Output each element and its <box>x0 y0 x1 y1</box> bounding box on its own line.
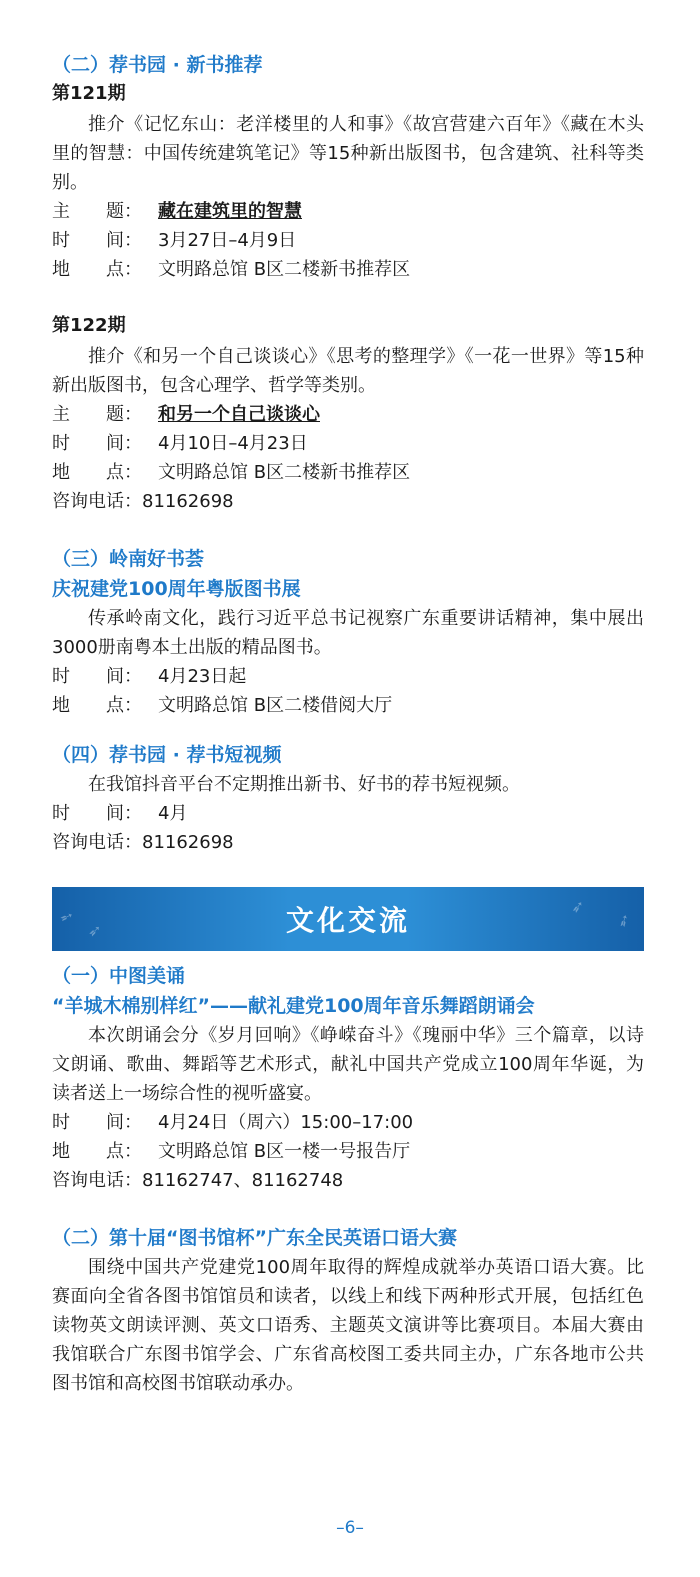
page-number: –6– <box>336 1518 364 1538</box>
issue-121-heading: 第121期 <box>52 83 126 104</box>
issue-122-description: 推介《和另一个自己谈谈心》《思考的整理学》《一花一世界》等15种新出版图书，包含心理学、哲学等类别。 <box>52 346 644 396</box>
theme-label: 主 题： <box>52 404 142 425</box>
lingnan-place-row <box>52 691 644 720</box>
recitation-time-row <box>52 1108 644 1137</box>
issue-122-time-row <box>52 429 644 458</box>
lingnan-place: 文明路总馆 B区二楼借阅大厅 <box>158 695 393 716</box>
recitation-time: 4月24日（周六）15:00–17:00 <box>158 1112 414 1133</box>
time-label: 时 间： <box>52 803 142 824</box>
phone-label: 咨询电话： <box>52 491 142 512</box>
short-video-time-row <box>52 799 644 828</box>
time-label: 时 间： <box>52 1112 142 1133</box>
lingnan-subtitle: 庆祝建党100周年粤版图书展 <box>52 578 301 600</box>
fish-icon: ➶ <box>88 921 102 940</box>
issue-121-description: 推介《记忆东山：老洋楼里的人和事》《故宫营建六百年》《藏在木头里的智慧：中国传统建筑笔记》等15种新出版图书，包含建筑、社科等类别。 <box>52 114 644 193</box>
culture-exchange-banner <box>52 887 644 951</box>
lingnan-time-row <box>52 662 644 691</box>
phone-label: 咨询电话： <box>52 832 142 853</box>
issue-122-place-row <box>52 458 644 487</box>
fish-icon: ➶ <box>612 908 634 933</box>
recitation-place: 文明路总馆 B区一楼一号报告厅 <box>158 1141 411 1162</box>
issue-122-theme-row <box>52 400 644 429</box>
issue-122-time: 4月10日–4月23日 <box>158 433 308 454</box>
english-contest-description: 围绕中国共产党建党100周年取得的辉煌成就举办英语口语大赛。比赛面向全省各图书馆馆员和读者，以线上和线下两种形式开展，包括红色读物英文朗读评测、英文口语秀、主题英文演讲等比赛项目。本届大赛由我馆联合广东图书馆学会、广东省高校图工委共同主办，广东各地市公共图书馆和高校图书馆联动承办。 <box>52 1257 644 1394</box>
issue-121-place-row <box>52 255 644 284</box>
short-video-time: 4月 <box>158 803 188 824</box>
recitation-phone-row <box>52 1166 644 1195</box>
issue-122-heading: 第122期 <box>52 315 126 336</box>
issue-121-time-row <box>52 226 644 255</box>
time-label: 时 间： <box>52 230 142 251</box>
issue-122-place: 文明路总馆 B区二楼新书推荐区 <box>158 462 411 483</box>
recitation-description: 本次朗诵会分《岁月回响》《峥嵘奋斗》《瑰丽中华》三个篇章，以诗文朗诵、歌曲、舞蹈等艺术形式，献礼中国共产党成立100周年华诞，为读者送上一场综合性的视听盛宴。 <box>52 1025 644 1104</box>
time-label: 时 间： <box>52 666 142 687</box>
page-content <box>52 50 644 1398</box>
banner-title: 文化交流 <box>285 904 410 937</box>
section-heading-new-books: （二）荐书园 · 新书推荐 <box>52 54 263 76</box>
place-label: 地 点： <box>52 462 142 483</box>
issue-121-theme: 藏在建筑里的智慧 <box>158 201 302 222</box>
recitation-phone: 81162747、81162748 <box>142 1170 344 1191</box>
issue-121-place: 文明路总馆 B区二楼新书推荐区 <box>158 259 411 280</box>
recitation-subtitle: “羊城木棉别样红”——献礼建党100周年音乐舞蹈朗诵会 <box>52 995 535 1017</box>
section-heading-recitation: （一）中图美诵 <box>52 965 186 987</box>
time-label: 时 间： <box>52 433 142 454</box>
section-heading-english-contest: （二）第十届“图书馆杯”广东全民英语口语大赛 <box>52 1227 457 1249</box>
section-heading-short-video: （四）荐书园 · 荐书短视频 <box>52 744 282 766</box>
short-video-phone: 81162698 <box>142 832 234 853</box>
short-video-description: 在我馆抖音平台不定期推出新书、好书的荐书短视频。 <box>88 774 520 795</box>
place-label: 地 点： <box>52 1141 142 1162</box>
fish-icon: ➶ <box>569 895 586 918</box>
lingnan-time: 4月23日起 <box>158 666 247 687</box>
theme-label: 主 题： <box>52 201 142 222</box>
section-heading-lingnan: （三）岭南好书荟 <box>52 548 205 570</box>
issue-122-phone: 81162698 <box>142 491 234 512</box>
place-label: 地 点： <box>52 259 142 280</box>
recitation-place-row <box>52 1137 644 1166</box>
short-video-phone-row <box>52 828 644 857</box>
lingnan-description: 传承岭南文化，践行习近平总书记视察广东重要讲话精神，集中展出3000册南粤本土出版的精品图书。 <box>52 608 644 658</box>
issue-121-theme-row <box>52 197 644 226</box>
issue-122-phone-row <box>52 487 644 516</box>
issue-122-theme: 和另一个自己谈谈心 <box>158 404 320 425</box>
place-label: 地 点： <box>52 695 142 716</box>
phone-label: 咨询电话： <box>52 1170 142 1191</box>
fish-icon: ➶ <box>57 905 77 928</box>
issue-121-time: 3月27日–4月9日 <box>158 230 297 251</box>
